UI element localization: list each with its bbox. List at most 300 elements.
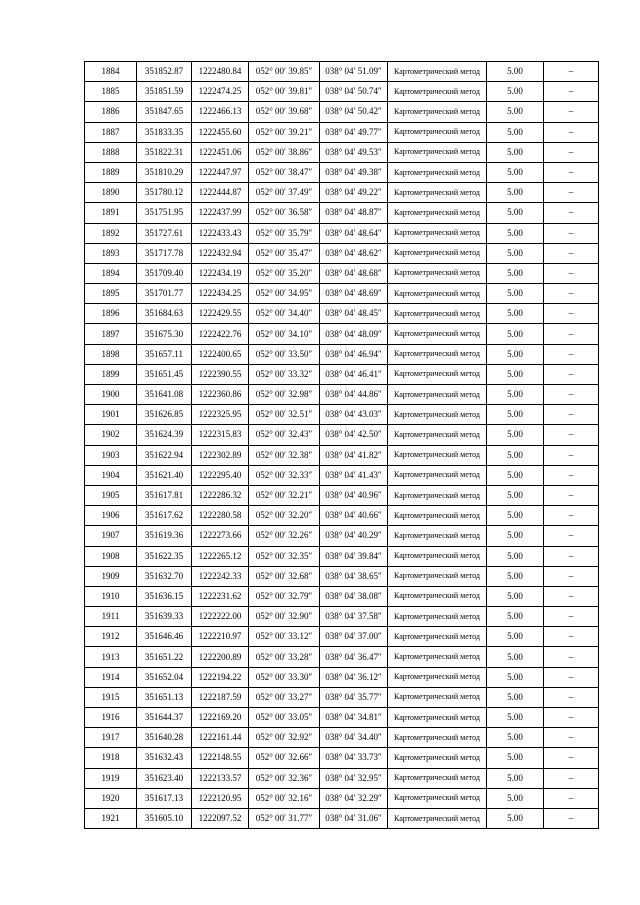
y-coordinate-cell: 1222315.83 bbox=[192, 425, 249, 445]
method-cell: Картометрический метод bbox=[388, 223, 487, 243]
longitude-cell: 038° 04′ 38.65″ bbox=[320, 566, 388, 586]
point-number-cell: 1895 bbox=[85, 284, 137, 304]
point-number-cell: 1892 bbox=[85, 223, 137, 243]
method-cell: Картометрический метод bbox=[388, 385, 487, 405]
latitude-cell: 052° 00′ 32.98″ bbox=[249, 385, 320, 405]
method-cell: Картометрический метод bbox=[388, 708, 487, 728]
table-row bbox=[85, 728, 599, 748]
table-row bbox=[85, 485, 599, 505]
x-coordinate-cell: 351851.59 bbox=[137, 82, 192, 102]
accuracy-cell: 5.00 bbox=[487, 243, 544, 263]
table-row bbox=[85, 788, 599, 808]
y-coordinate-cell: 1222429.55 bbox=[192, 304, 249, 324]
point-number-cell: 1896 bbox=[85, 304, 137, 324]
note-cell: – bbox=[544, 768, 599, 788]
longitude-cell: 038° 04′ 48.09″ bbox=[320, 324, 388, 344]
latitude-cell: 052° 00′ 39.85″ bbox=[249, 62, 320, 82]
latitude-cell: 052° 00′ 32.92″ bbox=[249, 728, 320, 748]
table-row bbox=[85, 506, 599, 526]
accuracy-cell: 5.00 bbox=[487, 768, 544, 788]
accuracy-cell: 5.00 bbox=[487, 62, 544, 82]
x-coordinate-cell: 351617.62 bbox=[137, 506, 192, 526]
method-cell: Картометрический метод bbox=[388, 324, 487, 344]
table-row bbox=[85, 526, 599, 546]
longitude-cell: 038° 04′ 41.82″ bbox=[320, 445, 388, 465]
accuracy-cell: 5.00 bbox=[487, 546, 544, 566]
method-cell: Картометрический метод bbox=[388, 364, 487, 384]
note-cell: – bbox=[544, 122, 599, 142]
accuracy-cell: 5.00 bbox=[487, 223, 544, 243]
x-coordinate-cell: 351833.35 bbox=[137, 122, 192, 142]
longitude-cell: 038° 04′ 46.41″ bbox=[320, 364, 388, 384]
longitude-cell: 038° 04′ 38.08″ bbox=[320, 586, 388, 606]
table-row bbox=[85, 445, 599, 465]
table-row bbox=[85, 647, 599, 667]
note-cell: – bbox=[544, 647, 599, 667]
note-cell: – bbox=[544, 263, 599, 283]
y-coordinate-cell: 1222265.12 bbox=[192, 546, 249, 566]
method-cell: Картометрический метод bbox=[388, 162, 487, 182]
latitude-cell: 052° 00′ 32.21″ bbox=[249, 485, 320, 505]
x-coordinate-cell: 351644.37 bbox=[137, 708, 192, 728]
longitude-cell: 038° 04′ 32.29″ bbox=[320, 788, 388, 808]
latitude-cell: 052° 00′ 32.90″ bbox=[249, 607, 320, 627]
longitude-cell: 038° 04′ 43.03″ bbox=[320, 405, 388, 425]
longitude-cell: 038° 04′ 48.62″ bbox=[320, 243, 388, 263]
point-number-cell: 1915 bbox=[85, 687, 137, 707]
point-number-cell: 1914 bbox=[85, 667, 137, 687]
note-cell: – bbox=[544, 748, 599, 768]
table-row bbox=[85, 425, 599, 445]
table-row bbox=[85, 546, 599, 566]
y-coordinate-cell: 1222097.52 bbox=[192, 808, 249, 828]
accuracy-cell: 5.00 bbox=[487, 667, 544, 687]
method-cell: Картометрический метод bbox=[388, 586, 487, 606]
method-cell: Картометрический метод bbox=[388, 405, 487, 425]
note-cell: – bbox=[544, 102, 599, 122]
x-coordinate-cell: 351684.63 bbox=[137, 304, 192, 324]
accuracy-cell: 5.00 bbox=[487, 728, 544, 748]
table-row bbox=[85, 203, 599, 223]
point-number-cell: 1887 bbox=[85, 122, 137, 142]
y-coordinate-cell: 1222325.95 bbox=[192, 405, 249, 425]
point-number-cell: 1907 bbox=[85, 526, 137, 546]
accuracy-cell: 5.00 bbox=[487, 183, 544, 203]
x-coordinate-cell: 351621.40 bbox=[137, 465, 192, 485]
method-cell: Картометрический метод bbox=[388, 243, 487, 263]
accuracy-cell: 5.00 bbox=[487, 506, 544, 526]
method-cell: Картометрический метод bbox=[388, 627, 487, 647]
y-coordinate-cell: 1222432.94 bbox=[192, 243, 249, 263]
method-cell: Картометрический метод bbox=[388, 425, 487, 445]
longitude-cell: 038° 04′ 48.68″ bbox=[320, 263, 388, 283]
accuracy-cell: 5.00 bbox=[487, 304, 544, 324]
latitude-cell: 052° 00′ 32.16″ bbox=[249, 788, 320, 808]
table-row bbox=[85, 808, 599, 828]
method-cell: Картометрический метод bbox=[388, 465, 487, 485]
x-coordinate-cell: 351636.15 bbox=[137, 586, 192, 606]
longitude-cell: 038° 04′ 49.53″ bbox=[320, 142, 388, 162]
table-row bbox=[85, 243, 599, 263]
latitude-cell: 052° 00′ 32.79″ bbox=[249, 586, 320, 606]
y-coordinate-cell: 1222280.58 bbox=[192, 506, 249, 526]
method-cell: Картометрический метод bbox=[388, 445, 487, 465]
note-cell: – bbox=[544, 728, 599, 748]
note-cell: – bbox=[544, 183, 599, 203]
x-coordinate-cell: 351639.33 bbox=[137, 607, 192, 627]
note-cell: – bbox=[544, 82, 599, 102]
method-cell: Картометрический метод bbox=[388, 203, 487, 223]
accuracy-cell: 5.00 bbox=[487, 465, 544, 485]
x-coordinate-cell: 351751.95 bbox=[137, 203, 192, 223]
y-coordinate-cell: 1222286.32 bbox=[192, 485, 249, 505]
latitude-cell: 052° 00′ 32.36″ bbox=[249, 768, 320, 788]
y-coordinate-cell: 1222187.59 bbox=[192, 687, 249, 707]
method-cell: Картометрический метод bbox=[388, 768, 487, 788]
y-coordinate-cell: 1222400.65 bbox=[192, 344, 249, 364]
method-cell: Картометрический метод bbox=[388, 526, 487, 546]
note-cell: – bbox=[544, 788, 599, 808]
x-coordinate-cell: 351617.13 bbox=[137, 788, 192, 808]
longitude-cell: 038° 04′ 40.96″ bbox=[320, 485, 388, 505]
y-coordinate-cell: 1222437.99 bbox=[192, 203, 249, 223]
point-number-cell: 1886 bbox=[85, 102, 137, 122]
method-cell: Картометрический метод bbox=[388, 263, 487, 283]
table-row bbox=[85, 284, 599, 304]
y-coordinate-cell: 1222273.66 bbox=[192, 526, 249, 546]
longitude-cell: 038° 04′ 50.42″ bbox=[320, 102, 388, 122]
longitude-cell: 038° 04′ 49.22″ bbox=[320, 183, 388, 203]
point-number-cell: 1917 bbox=[85, 728, 137, 748]
table-row bbox=[85, 667, 599, 687]
accuracy-cell: 5.00 bbox=[487, 566, 544, 586]
longitude-cell: 038° 04′ 37.58″ bbox=[320, 607, 388, 627]
y-coordinate-cell: 1222455.60 bbox=[192, 122, 249, 142]
y-coordinate-cell: 1222295.40 bbox=[192, 465, 249, 485]
point-number-cell: 1897 bbox=[85, 324, 137, 344]
latitude-cell: 052° 00′ 39.68″ bbox=[249, 102, 320, 122]
note-cell: – bbox=[544, 142, 599, 162]
note-cell: – bbox=[544, 526, 599, 546]
point-number-cell: 1905 bbox=[85, 485, 137, 505]
method-cell: Картометрический метод bbox=[388, 102, 487, 122]
accuracy-cell: 5.00 bbox=[487, 284, 544, 304]
point-number-cell: 1889 bbox=[85, 162, 137, 182]
x-coordinate-cell: 351646.46 bbox=[137, 627, 192, 647]
accuracy-cell: 5.00 bbox=[487, 445, 544, 465]
x-coordinate-cell: 351622.94 bbox=[137, 445, 192, 465]
accuracy-cell: 5.00 bbox=[487, 788, 544, 808]
x-coordinate-cell: 351822.31 bbox=[137, 142, 192, 162]
note-cell: – bbox=[544, 506, 599, 526]
point-number-cell: 1903 bbox=[85, 445, 137, 465]
note-cell: – bbox=[544, 465, 599, 485]
method-cell: Картометрический метод bbox=[388, 546, 487, 566]
y-coordinate-cell: 1222302.89 bbox=[192, 445, 249, 465]
y-coordinate-cell: 1222434.19 bbox=[192, 263, 249, 283]
latitude-cell: 052° 00′ 32.51″ bbox=[249, 405, 320, 425]
latitude-cell: 052° 00′ 33.27″ bbox=[249, 687, 320, 707]
x-coordinate-cell: 351641.08 bbox=[137, 385, 192, 405]
y-coordinate-cell: 1222480.84 bbox=[192, 62, 249, 82]
point-number-cell: 1920 bbox=[85, 788, 137, 808]
x-coordinate-cell: 351640.28 bbox=[137, 728, 192, 748]
longitude-cell: 038° 04′ 50.74″ bbox=[320, 82, 388, 102]
note-cell: – bbox=[544, 687, 599, 707]
accuracy-cell: 5.00 bbox=[487, 485, 544, 505]
longitude-cell: 038° 04′ 32.95″ bbox=[320, 768, 388, 788]
table-row bbox=[85, 304, 599, 324]
latitude-cell: 052° 00′ 32.43″ bbox=[249, 425, 320, 445]
point-number-cell: 1912 bbox=[85, 627, 137, 647]
method-cell: Картометрический метод bbox=[388, 506, 487, 526]
x-coordinate-cell: 351727.61 bbox=[137, 223, 192, 243]
latitude-cell: 052° 00′ 31.77″ bbox=[249, 808, 320, 828]
note-cell: – bbox=[544, 62, 599, 82]
point-number-cell: 1893 bbox=[85, 243, 137, 263]
y-coordinate-cell: 1222242.33 bbox=[192, 566, 249, 586]
method-cell: Картометрический метод bbox=[388, 122, 487, 142]
point-number-cell: 1899 bbox=[85, 364, 137, 384]
method-cell: Картометрический метод bbox=[388, 808, 487, 828]
y-coordinate-cell: 1222222.00 bbox=[192, 607, 249, 627]
table-row bbox=[85, 263, 599, 283]
x-coordinate-cell: 351651.45 bbox=[137, 364, 192, 384]
y-coordinate-cell: 1222133.57 bbox=[192, 768, 249, 788]
longitude-cell: 038° 04′ 39.84″ bbox=[320, 546, 388, 566]
note-cell: – bbox=[544, 808, 599, 828]
note-cell: – bbox=[544, 405, 599, 425]
table-row bbox=[85, 142, 599, 162]
y-coordinate-cell: 1222210.97 bbox=[192, 627, 249, 647]
longitude-cell: 038° 04′ 49.77″ bbox=[320, 122, 388, 142]
table-row bbox=[85, 102, 599, 122]
y-coordinate-cell: 1222447.97 bbox=[192, 162, 249, 182]
x-coordinate-cell: 351675.30 bbox=[137, 324, 192, 344]
longitude-cell: 038° 04′ 36.12″ bbox=[320, 667, 388, 687]
x-coordinate-cell: 351632.70 bbox=[137, 566, 192, 586]
table-row bbox=[85, 385, 599, 405]
note-cell: – bbox=[544, 607, 599, 627]
point-number-cell: 1910 bbox=[85, 586, 137, 606]
note-cell: – bbox=[544, 546, 599, 566]
point-number-cell: 1898 bbox=[85, 344, 137, 364]
x-coordinate-cell: 351709.40 bbox=[137, 263, 192, 283]
longitude-cell: 038° 04′ 40.29″ bbox=[320, 526, 388, 546]
x-coordinate-cell: 351624.39 bbox=[137, 425, 192, 445]
x-coordinate-cell: 351605.10 bbox=[137, 808, 192, 828]
y-coordinate-cell: 1222474.25 bbox=[192, 82, 249, 102]
method-cell: Картометрический метод bbox=[388, 284, 487, 304]
point-number-cell: 1900 bbox=[85, 385, 137, 405]
longitude-cell: 038° 04′ 41.43″ bbox=[320, 465, 388, 485]
latitude-cell: 052° 00′ 33.28″ bbox=[249, 647, 320, 667]
accuracy-cell: 5.00 bbox=[487, 344, 544, 364]
note-cell: – bbox=[544, 243, 599, 263]
y-coordinate-cell: 1222433.43 bbox=[192, 223, 249, 243]
table-row bbox=[85, 768, 599, 788]
x-coordinate-cell: 351651.13 bbox=[137, 687, 192, 707]
table-row bbox=[85, 324, 599, 344]
latitude-cell: 052° 00′ 32.26″ bbox=[249, 526, 320, 546]
note-cell: – bbox=[544, 425, 599, 445]
method-cell: Картометрический метод bbox=[388, 647, 487, 667]
x-coordinate-cell: 351622.35 bbox=[137, 546, 192, 566]
longitude-cell: 038° 04′ 44.86″ bbox=[320, 385, 388, 405]
accuracy-cell: 5.00 bbox=[487, 405, 544, 425]
y-coordinate-cell: 1222161.44 bbox=[192, 728, 249, 748]
latitude-cell: 052° 00′ 34.10″ bbox=[249, 324, 320, 344]
latitude-cell: 052° 00′ 32.38″ bbox=[249, 445, 320, 465]
latitude-cell: 052° 00′ 37.49″ bbox=[249, 183, 320, 203]
point-number-cell: 1901 bbox=[85, 405, 137, 425]
note-cell: – bbox=[544, 364, 599, 384]
method-cell: Картометрический метод bbox=[388, 607, 487, 627]
latitude-cell: 052° 00′ 32.68″ bbox=[249, 566, 320, 586]
accuracy-cell: 5.00 bbox=[487, 162, 544, 182]
latitude-cell: 052° 00′ 35.47″ bbox=[249, 243, 320, 263]
y-coordinate-cell: 1222194.22 bbox=[192, 667, 249, 687]
coordinates-table bbox=[84, 61, 599, 829]
accuracy-cell: 5.00 bbox=[487, 102, 544, 122]
note-cell: – bbox=[544, 284, 599, 304]
longitude-cell: 038° 04′ 48.64″ bbox=[320, 223, 388, 243]
latitude-cell: 052° 00′ 33.12″ bbox=[249, 627, 320, 647]
longitude-cell: 038° 04′ 48.45″ bbox=[320, 304, 388, 324]
point-number-cell: 1911 bbox=[85, 607, 137, 627]
y-coordinate-cell: 1222451.06 bbox=[192, 142, 249, 162]
longitude-cell: 038° 04′ 31.06″ bbox=[320, 808, 388, 828]
accuracy-cell: 5.00 bbox=[487, 425, 544, 445]
point-number-cell: 1891 bbox=[85, 203, 137, 223]
point-number-cell: 1904 bbox=[85, 465, 137, 485]
latitude-cell: 052° 00′ 35.20″ bbox=[249, 263, 320, 283]
table-row bbox=[85, 748, 599, 768]
x-coordinate-cell: 351632.43 bbox=[137, 748, 192, 768]
accuracy-cell: 5.00 bbox=[487, 364, 544, 384]
note-cell: – bbox=[544, 223, 599, 243]
note-cell: – bbox=[544, 203, 599, 223]
accuracy-cell: 5.00 bbox=[487, 82, 544, 102]
x-coordinate-cell: 351701.77 bbox=[137, 284, 192, 304]
accuracy-cell: 5.00 bbox=[487, 526, 544, 546]
latitude-cell: 052° 00′ 34.95″ bbox=[249, 284, 320, 304]
longitude-cell: 038° 04′ 48.69″ bbox=[320, 284, 388, 304]
table-row bbox=[85, 627, 599, 647]
accuracy-cell: 5.00 bbox=[487, 647, 544, 667]
table-row bbox=[85, 465, 599, 485]
note-cell: – bbox=[544, 667, 599, 687]
y-coordinate-cell: 1222200.89 bbox=[192, 647, 249, 667]
x-coordinate-cell: 351810.29 bbox=[137, 162, 192, 182]
x-coordinate-cell: 351717.78 bbox=[137, 243, 192, 263]
note-cell: – bbox=[544, 344, 599, 364]
method-cell: Картометрический метод bbox=[388, 82, 487, 102]
accuracy-cell: 5.00 bbox=[487, 142, 544, 162]
note-cell: – bbox=[544, 485, 599, 505]
note-cell: – bbox=[544, 586, 599, 606]
y-coordinate-cell: 1222360.86 bbox=[192, 385, 249, 405]
table-row bbox=[85, 364, 599, 384]
note-cell: – bbox=[544, 708, 599, 728]
accuracy-cell: 5.00 bbox=[487, 385, 544, 405]
method-cell: Картометрический метод bbox=[388, 728, 487, 748]
point-number-cell: 1916 bbox=[85, 708, 137, 728]
y-coordinate-cell: 1222422.76 bbox=[192, 324, 249, 344]
accuracy-cell: 5.00 bbox=[487, 687, 544, 707]
y-coordinate-cell: 1222169.20 bbox=[192, 708, 249, 728]
x-coordinate-cell: 351652.04 bbox=[137, 667, 192, 687]
table-row bbox=[85, 708, 599, 728]
latitude-cell: 052° 00′ 33.05″ bbox=[249, 708, 320, 728]
method-cell: Картометрический метод bbox=[388, 183, 487, 203]
longitude-cell: 038° 04′ 51.09″ bbox=[320, 62, 388, 82]
method-cell: Картометрический метод bbox=[388, 142, 487, 162]
y-coordinate-cell: 1222231.62 bbox=[192, 586, 249, 606]
point-number-cell: 1894 bbox=[85, 263, 137, 283]
coordinates-table-body bbox=[85, 62, 599, 829]
x-coordinate-cell: 351626.85 bbox=[137, 405, 192, 425]
latitude-cell: 052° 00′ 39.81″ bbox=[249, 82, 320, 102]
longitude-cell: 038° 04′ 34.40″ bbox=[320, 728, 388, 748]
table-row bbox=[85, 183, 599, 203]
method-cell: Картометрический метод bbox=[388, 667, 487, 687]
x-coordinate-cell: 351847.65 bbox=[137, 102, 192, 122]
longitude-cell: 038° 04′ 40.66″ bbox=[320, 506, 388, 526]
longitude-cell: 038° 04′ 49.38″ bbox=[320, 162, 388, 182]
accuracy-cell: 5.00 bbox=[487, 748, 544, 768]
longitude-cell: 038° 04′ 46.94″ bbox=[320, 344, 388, 364]
x-coordinate-cell: 351780.12 bbox=[137, 183, 192, 203]
point-number-cell: 1908 bbox=[85, 546, 137, 566]
table-row bbox=[85, 162, 599, 182]
table-row bbox=[85, 405, 599, 425]
y-coordinate-cell: 1222444.87 bbox=[192, 183, 249, 203]
longitude-cell: 038° 04′ 33.73″ bbox=[320, 748, 388, 768]
latitude-cell: 052° 00′ 39.21″ bbox=[249, 122, 320, 142]
latitude-cell: 052° 00′ 38.47″ bbox=[249, 162, 320, 182]
y-coordinate-cell: 1222120.95 bbox=[192, 788, 249, 808]
note-cell: – bbox=[544, 445, 599, 465]
note-cell: – bbox=[544, 304, 599, 324]
table-row bbox=[85, 566, 599, 586]
method-cell: Картометрический метод bbox=[388, 485, 487, 505]
point-number-cell: 1885 bbox=[85, 82, 137, 102]
table-row bbox=[85, 62, 599, 82]
y-coordinate-cell: 1222148.55 bbox=[192, 748, 249, 768]
accuracy-cell: 5.00 bbox=[487, 324, 544, 344]
method-cell: Картометрический метод bbox=[388, 748, 487, 768]
x-coordinate-cell: 351852.87 bbox=[137, 62, 192, 82]
longitude-cell: 038° 04′ 48.87″ bbox=[320, 203, 388, 223]
note-cell: – bbox=[544, 162, 599, 182]
latitude-cell: 052° 00′ 32.20″ bbox=[249, 506, 320, 526]
note-cell: – bbox=[544, 385, 599, 405]
longitude-cell: 038° 04′ 34.81″ bbox=[320, 708, 388, 728]
table-row bbox=[85, 586, 599, 606]
x-coordinate-cell: 351651.22 bbox=[137, 647, 192, 667]
x-coordinate-cell: 351623.40 bbox=[137, 768, 192, 788]
note-cell: – bbox=[544, 627, 599, 647]
accuracy-cell: 5.00 bbox=[487, 586, 544, 606]
table-row bbox=[85, 687, 599, 707]
latitude-cell: 052° 00′ 32.33″ bbox=[249, 465, 320, 485]
point-number-cell: 1890 bbox=[85, 183, 137, 203]
table-row bbox=[85, 344, 599, 364]
longitude-cell: 038° 04′ 36.47″ bbox=[320, 647, 388, 667]
note-cell: – bbox=[544, 324, 599, 344]
latitude-cell: 052° 00′ 34.40″ bbox=[249, 304, 320, 324]
